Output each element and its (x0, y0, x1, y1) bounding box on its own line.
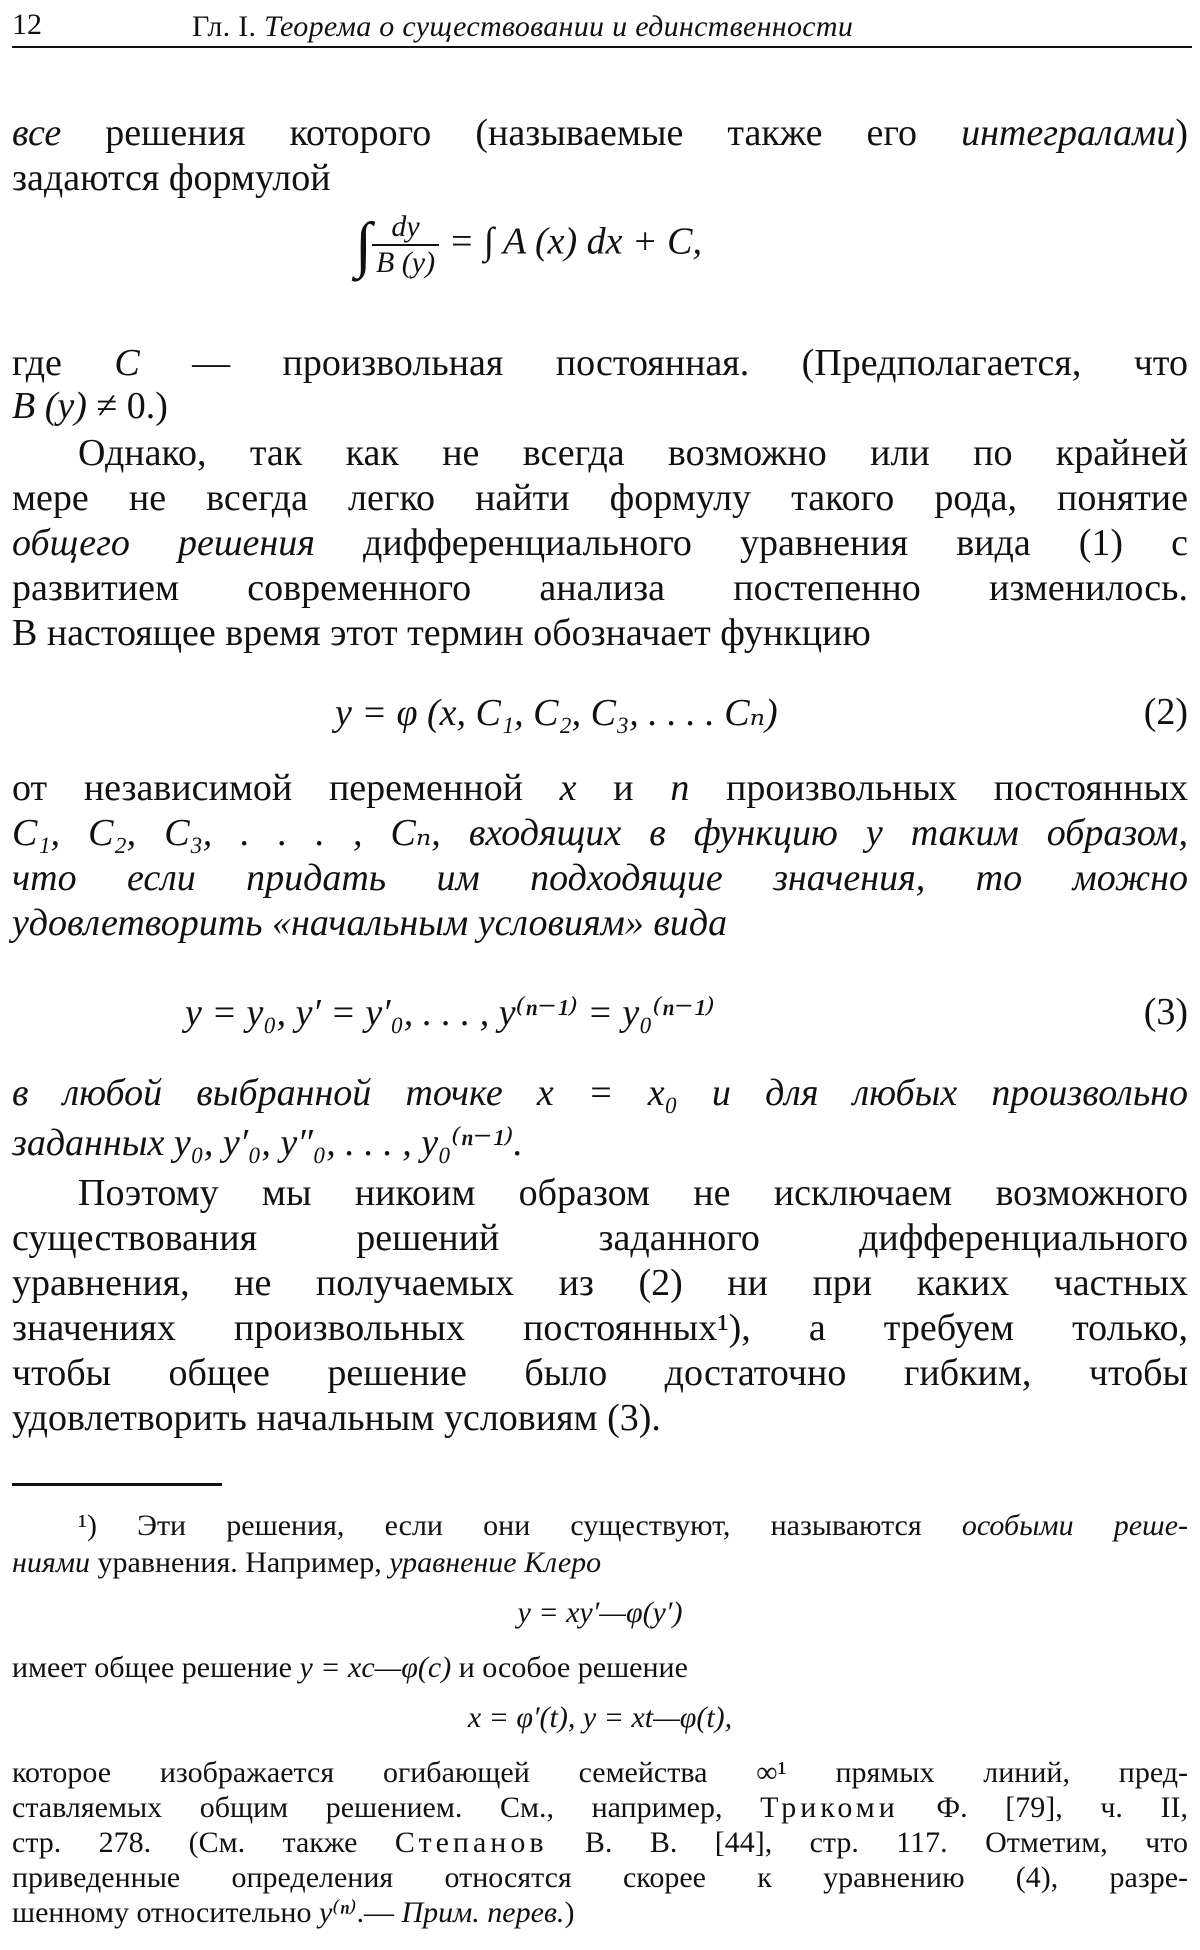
text-line-21: удовлетворить начальным условиям (3). (12, 1397, 661, 1439)
author-name: Трикоми (760, 1791, 899, 1824)
text-span: дифференциального уравнения вида (1) с (314, 522, 1188, 564)
equation-rhs: = ∫ A (x) dx + C, (448, 220, 703, 263)
running-head (192, 10, 853, 44)
footnote-equation-1: y = xy′—φ(y′) (517, 1596, 683, 1629)
math-var: n (670, 767, 690, 809)
math-var: C (114, 342, 140, 384)
math-var: x (559, 767, 577, 809)
text-span: ) (1175, 112, 1188, 154)
footnote-line-4: которое изображается огибающей семейства ∞¹ прямых линий, пред- (12, 1756, 1188, 1789)
emph-singular-cont: ниями (12, 1546, 90, 1579)
page-number: 12 (12, 8, 42, 41)
text-span: шенному относительно (12, 1896, 319, 1929)
footnote-separator (12, 1483, 222, 1486)
footnote-line-2 (12, 1545, 1188, 1581)
footnote-line-7: приведенные определения относятся скорее к уравнению (4), разре- (12, 1861, 1188, 1894)
footnote-line-1 (78, 1508, 1188, 1544)
inline-equation: y = xc—φ(c) (299, 1651, 452, 1684)
text-span: решения которого (называемые также его (61, 112, 962, 154)
text-span: и особое решение (451, 1651, 688, 1684)
text-line-7 (12, 520, 1188, 566)
equation-label-3: (3) (1143, 991, 1188, 1033)
text-line-1 (12, 110, 1188, 156)
equation-2: y = φ (x, C₁, C₂, C₃, . . . . Cₙ) (335, 692, 778, 734)
text-span: Ф. [79], ч. II, (898, 1791, 1189, 1824)
text-span: ставляемых общим решением. См., например, (12, 1791, 761, 1824)
text-span: и (576, 767, 671, 809)
running-head-title: Теорема о существовании и единственности (264, 10, 854, 43)
text-line-5: Однако, так как не всегда возможно или по крайней (78, 432, 1188, 474)
integral-sign: ∫ (355, 211, 372, 279)
fraction-numerator: dy (372, 210, 439, 246)
text-line-16: Поэтому мы никоим образом не исключаем возможного (78, 1172, 1188, 1214)
fraction (372, 210, 439, 280)
text-line-13: удовлетворить «начальным условиям» вида (12, 902, 728, 944)
running-header (12, 8, 1192, 48)
text-line-17: существования решений заданного дифференциального (12, 1217, 1188, 1259)
text-line-20: чтобы общее решение было достаточно гибким, чтобы (12, 1352, 1188, 1394)
equation-integral (355, 210, 702, 280)
emph-general-solution: общего решения (12, 522, 315, 564)
text-span: — произвольная постоянная. (Предполагается, что (139, 342, 1188, 384)
text-span: от независимой переменной (12, 767, 560, 809)
text-span: входящих в функцию y таким образом, (440, 812, 1189, 854)
footnote-line-3 (12, 1650, 1188, 1686)
text-span: произвольных постоянных (689, 767, 1188, 809)
text-span: где (12, 342, 115, 384)
math-var: y⁽ⁿ⁾ (318, 1896, 357, 1929)
text-span: ≠ 0.) (86, 385, 168, 427)
text-line-11 (12, 810, 1188, 856)
text-line-9: В настоящее время этот термин обозначает функцию (12, 612, 871, 654)
text-span: ) (564, 1896, 575, 1929)
emph-clairaut: уравнение Клеро (389, 1546, 602, 1579)
fraction-denominator: B (y) (375, 246, 436, 279)
text-span: В. В. [44], стр. 117. Отметим, что (547, 1826, 1188, 1859)
text-line-15: заданных y₀, y′₀, y″₀, . . . , y₀⁽ⁿ⁻¹⁾. (12, 1122, 523, 1164)
footnote-equation-2: x = φ′(t), y = xt—φ(t), (467, 1701, 733, 1734)
running-head-prefix: Гл. I. (192, 10, 265, 43)
footnote-line-5 (12, 1790, 1188, 1826)
text-line-6: мере не всегда легко найти формулу такого рода, понятие (12, 477, 1188, 519)
translator-note: Прим. перев. (401, 1896, 565, 1929)
footnote-line-6 (12, 1825, 1188, 1861)
math-var: B (y) (12, 385, 87, 427)
text-span: имеет общее решение (12, 1651, 300, 1684)
text-line-2: задаются формулой (12, 157, 331, 199)
text-span: Эти решения, если они существуют, называются (96, 1509, 962, 1542)
text-line-12: что если придать им подходящие значения, то можно (12, 857, 1188, 899)
author-name: Степанов (394, 1826, 548, 1859)
emph-vse: все (12, 112, 62, 154)
equation-label-2: (2) (1143, 691, 1188, 733)
text-line-4 (12, 383, 1188, 429)
text-span: уравнения. Например, (89, 1546, 390, 1579)
text-line-10 (12, 765, 1188, 811)
text-span: стр. 278. (См. также (12, 1826, 395, 1859)
text-line-19: значениях произвольных постоянных¹), а требуем только, (12, 1307, 1188, 1349)
emph-singular: особыми реше- (961, 1509, 1188, 1542)
math-var: C₁, C₂, C₃, . . . , Cₙ, (12, 812, 441, 854)
emph-integrals: интегралами (961, 112, 1176, 154)
footnote-line-8 (12, 1895, 1188, 1931)
text-line-3 (12, 340, 1188, 386)
equation-3: y = y₀, y′ = y′₀, . . . , y⁽ⁿ⁻¹⁾ = y₀⁽ⁿ⁻¹⁾ (185, 992, 715, 1034)
text-line-8: развитием современного анализа постепенно изменилось. (12, 567, 1188, 609)
text-span: .— (356, 1896, 402, 1929)
text-line-18: уравнения, не получаемых из (2) ни при каких частных (12, 1262, 1188, 1304)
text-line-14: в любой выбранной точке x = x₀ и для любых произвольно (12, 1072, 1188, 1114)
footnote-mark: ¹) (78, 1509, 97, 1542)
